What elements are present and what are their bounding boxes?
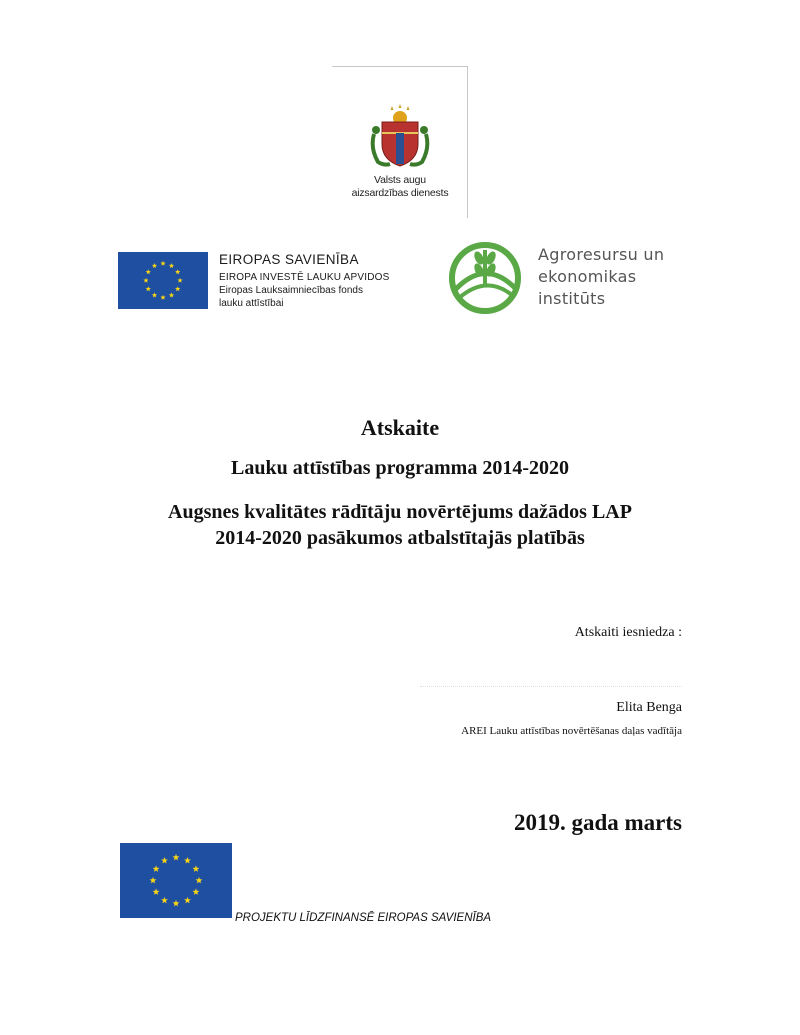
author-name: Elita Benga	[616, 700, 682, 715]
program-heading: Lauku attīstības programma 2014-2020	[231, 457, 569, 479]
eu-flag-icon	[118, 252, 208, 309]
eu-title: EIROPAS SAVIENĪBA	[219, 252, 359, 267]
arei-name-line1: Agroresursu un	[538, 245, 665, 264]
report-title-line2: 2014-2020 pasākumos atbalstītajās platībās	[215, 527, 585, 549]
vaad-name-line1: Valsts augu	[374, 174, 426, 186]
eu-subtitle-line3: lauku attīstībai	[219, 298, 284, 309]
document-type-heading: Atskaite	[360, 415, 440, 440]
eu-subtitle-line2: Eiropas Lauksaimniecības fonds	[219, 285, 363, 296]
arei-name-line3: institūts	[538, 289, 606, 308]
eu-flag-footer-icon	[120, 843, 232, 918]
vaad-name-line2: aizsardzības dienests	[351, 187, 449, 199]
arei-logo-icon	[445, 238, 525, 318]
arei-name-line2: ekonomikas	[538, 267, 637, 286]
latvia-coat-of-arms-logo	[368, 104, 432, 172]
submitted-by-label: Atskaiti iesniedza :	[574, 625, 682, 640]
report-title-line1: Augsnes kvalitātes rādītāju novērtējums dažādos LAP	[168, 501, 632, 523]
signature-line	[420, 686, 682, 687]
cofinanced-caption: PROJEKTU LĪDZFINANSĒ EIROPAS SAVIENĪBA	[235, 912, 492, 924]
author-role: AREI Lauku attīstības novērtēšanas daļas vadītāja	[461, 725, 682, 737]
eu-subtitle-line1: EIROPA INVESTĒ LAUKU APVIDOS	[219, 272, 390, 283]
report-date: 2019. gada marts	[513, 810, 682, 835]
